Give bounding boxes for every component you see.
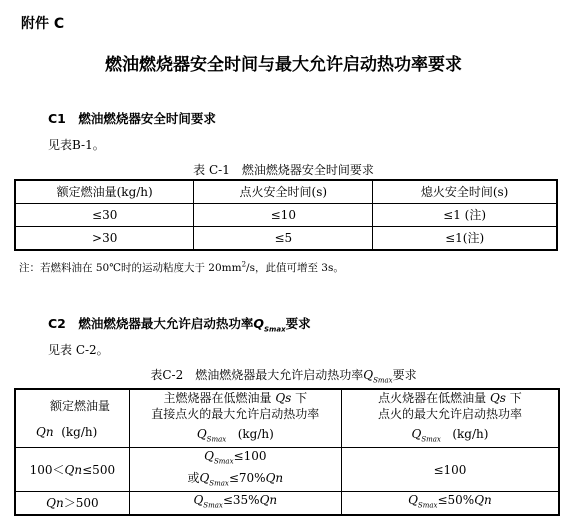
note-suffix: /s，此值可增至 3s。 bbox=[246, 262, 344, 274]
row2-col2-q: Q bbox=[193, 493, 204, 508]
table-c2-row1-col1 bbox=[15, 448, 129, 492]
header-col3-q: Q bbox=[411, 427, 422, 441]
table-cell: ≤5 bbox=[194, 227, 373, 251]
header-col2-line2: 直接点火的最大允许启动热功率 bbox=[151, 407, 320, 421]
note-superscript: 2 bbox=[241, 260, 247, 269]
header-col3-sub: Smax bbox=[421, 435, 441, 444]
table-c1-caption: 表 C-1 燃油燃烧器安全时间要求 bbox=[193, 163, 374, 177]
header-col2-line3 bbox=[132, 426, 339, 447]
table-cell: >30 bbox=[15, 227, 194, 251]
table-c2-row2-col1 bbox=[15, 492, 129, 516]
header-col2-line1-text: 主燃烧器在低燃油量 bbox=[163, 391, 272, 405]
section-c2-number: C2 bbox=[48, 316, 66, 331]
row1-col2-sub: Smax bbox=[213, 457, 234, 466]
table-c1-note bbox=[19, 260, 344, 275]
header-col2-q: Q bbox=[196, 427, 207, 441]
table-c2-row1-col3: ≤100 bbox=[341, 448, 559, 492]
table-c1-header-cell: 熄火安全时间(s) bbox=[373, 180, 557, 204]
row1-col2-sub2: Smax bbox=[209, 479, 229, 488]
row1-col2-line2 bbox=[132, 470, 339, 491]
table-c1-header-cell: 额定燃油量(kg/h) bbox=[15, 180, 194, 204]
row1-col2-tail: Qn bbox=[265, 470, 284, 485]
table-c1-header-row bbox=[15, 180, 557, 204]
header-col2-unit: (kg/h) bbox=[237, 427, 274, 441]
section-c2-reference: 见表 C-2。 bbox=[48, 343, 109, 357]
table-cell: ≤1(注) bbox=[373, 227, 557, 251]
table-c2-header-col3 bbox=[341, 389, 559, 448]
table-c2-row2-col2 bbox=[129, 492, 341, 516]
table-c2-header-col1 bbox=[15, 389, 129, 448]
header-col3-line1 bbox=[344, 390, 556, 406]
table-cell: ≤30 bbox=[15, 204, 194, 227]
table-c2-row2-col3 bbox=[341, 492, 559, 516]
header-col1-line1: 额定燃油量 bbox=[50, 398, 111, 413]
caption-symbol: Q bbox=[363, 368, 374, 382]
table-cell: ≤10 bbox=[194, 204, 373, 227]
row2-col2-tail: Qn bbox=[259, 493, 278, 508]
row2-col2-value: ≤35% bbox=[222, 493, 260, 508]
table-c1-header-cell: 点火安全时间(s) bbox=[194, 180, 373, 204]
row1-col1-prefix: 100＜ bbox=[29, 462, 65, 477]
header-col3-line1-text: 点火烧器在低燃油量 bbox=[378, 391, 487, 405]
header-col3-line2: 点火的最大允许启动热功率 bbox=[377, 407, 522, 421]
section-c2-symbol: Q bbox=[253, 316, 265, 331]
row2-col2-sub: Smax bbox=[203, 501, 223, 510]
row1-col2-value2: ≤70% bbox=[228, 470, 266, 485]
table-row bbox=[15, 448, 559, 492]
section-c2-subscript: Smax bbox=[264, 325, 286, 334]
table-c1 bbox=[14, 179, 558, 251]
table-cell: ≤1 (注) bbox=[373, 204, 557, 227]
row1-col2-q: Q bbox=[204, 449, 214, 464]
row2-col3-tail: Qn bbox=[474, 493, 492, 508]
table-c2-header-row bbox=[15, 389, 559, 448]
header-col2-symbol: Qs bbox=[275, 391, 292, 405]
row1-col2-q2: Q bbox=[199, 470, 210, 485]
caption-suffix: 要求 bbox=[392, 368, 417, 382]
section-c1-title: 燃油燃烧器安全时间要求 bbox=[78, 111, 216, 126]
header-col2-line1 bbox=[132, 390, 339, 406]
table-row bbox=[15, 227, 557, 251]
row1-col1-symbol: Qn bbox=[64, 462, 83, 477]
section-c2-heading bbox=[48, 314, 311, 334]
table-c2-caption bbox=[0, 366, 567, 384]
header-col2-sub: Smax bbox=[206, 435, 227, 444]
header-col1-unit: (kg/h) bbox=[61, 424, 98, 439]
row2-col1-suffix: ＞500 bbox=[63, 496, 99, 511]
header-col2-line1-suffix: 下 bbox=[295, 391, 308, 405]
note-prefix: 注：若燃料油在 50℃时的运动粘度大于 20mm bbox=[19, 262, 242, 274]
header-col1-line2 bbox=[36, 424, 127, 440]
appendix-label: 附件 C bbox=[21, 16, 65, 32]
table-c2-row1-col2 bbox=[129, 448, 341, 492]
header-col3-unit: (kg/h) bbox=[452, 427, 489, 441]
document-title: 燃油燃烧器安全时间与最大允许启动热功率要求 bbox=[105, 55, 462, 75]
header-col3-line1-suffix: 下 bbox=[509, 391, 522, 405]
caption-subscript: Smax bbox=[373, 376, 393, 385]
row1-col2-or: 或 bbox=[187, 470, 200, 485]
row2-col3-value: ≤50% bbox=[437, 493, 475, 508]
section-c1-heading bbox=[48, 109, 216, 127]
section-c1-number: C1 bbox=[48, 111, 66, 126]
section-c2-title-suffix: 要求 bbox=[285, 316, 311, 331]
header-col1-symbol: Qn bbox=[36, 424, 54, 439]
table-row bbox=[15, 492, 559, 516]
caption-text: 表C-2 燃油燃烧器最大允许启动热功率 bbox=[150, 368, 364, 382]
row2-col1-symbol: Qn bbox=[46, 496, 64, 511]
table-c2-header-col2 bbox=[129, 389, 341, 448]
row1-col2-line1 bbox=[132, 448, 339, 469]
row2-col3-sub: Smax bbox=[417, 501, 438, 510]
header-col3-line3 bbox=[344, 426, 556, 447]
row2-col3-q: Q bbox=[408, 493, 418, 508]
section-c2-title: 燃油燃烧器最大允许启动热功率 bbox=[78, 316, 254, 331]
header-col3-symbol: Qs bbox=[489, 391, 506, 405]
table-row bbox=[15, 204, 557, 227]
row1-col1-suffix: ≤500 bbox=[82, 462, 116, 477]
section-c1-reference: 见表B-1。 bbox=[48, 138, 105, 152]
table-c2 bbox=[14, 388, 560, 516]
row1-col2-value: ≤100 bbox=[233, 449, 267, 464]
